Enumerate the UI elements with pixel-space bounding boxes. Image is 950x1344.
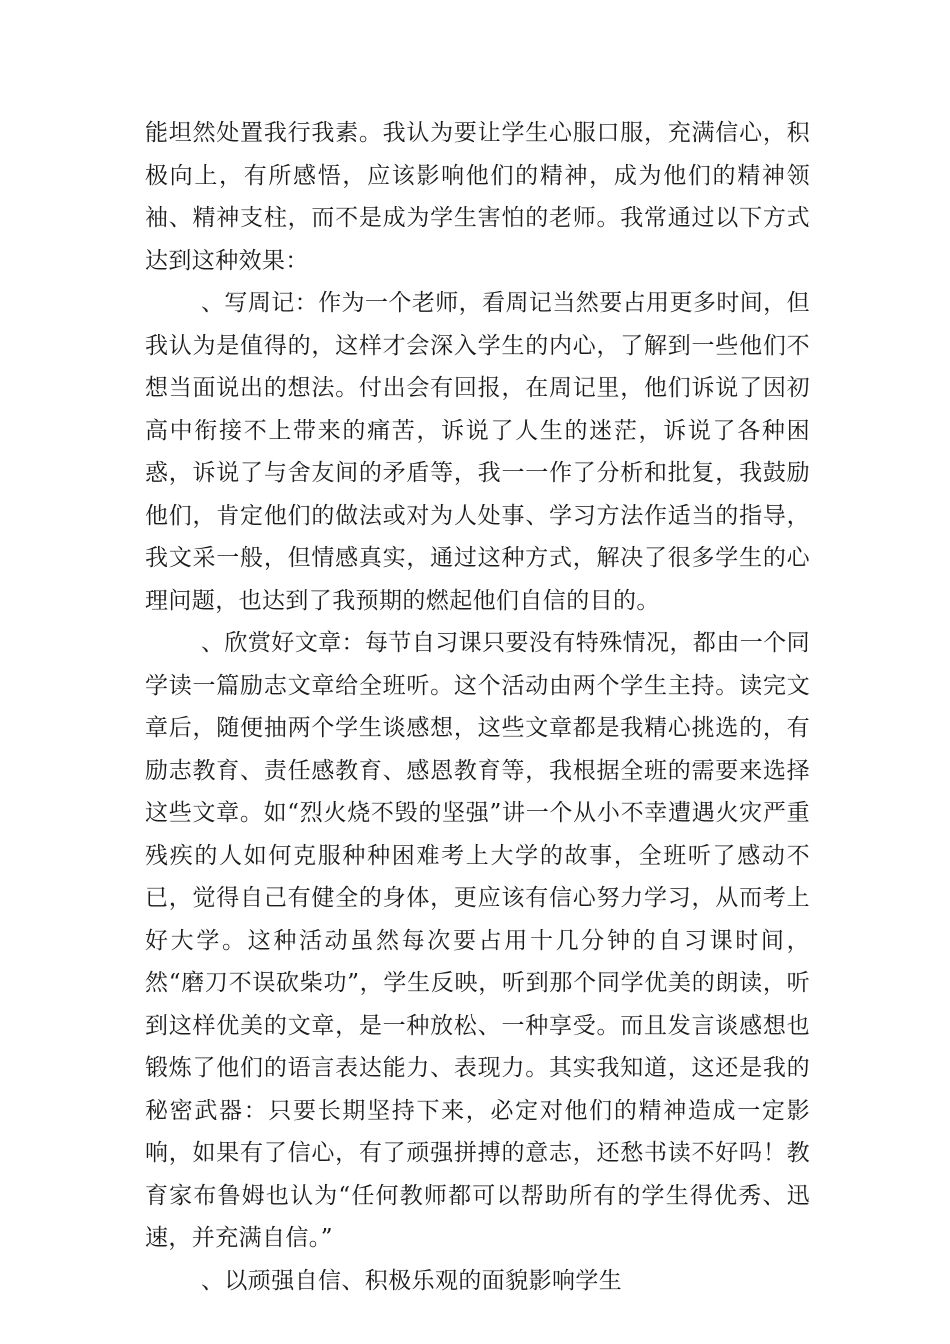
paragraph-heading-influence: 、以顽强自信、积极乐观的面貌影响学生 bbox=[201, 1267, 623, 1294]
paragraph-reading-articles: 、欣赏好文章：每节自习课只要没有特殊情况，都由一个同学读一篇励志文章给全班听。这个活动由两个学生主持。读完文章后，随便抽两个学生谈感想，这些文章都是我精心挑选的，有励志教育、责任感教育、感恩教育等，我根据全班的需要来选择这些文章。如“烈火烧不毁的坚强”讲一个从小不幸遭遇火灾严重残疾的人如何克服种种困难考上大学的故事，全班听了感动不已，觉得自己有健全的身体，更应该有信心努力学习，从而考上好大学。这种活动虽然每次要占用十几分钟的自习课时间，然“磨刀不误砍柴功”，学生反映，听到那个同学优美的朗读，听到这样优美的文章，是一种放松、一种享受。而且发言谈感想也锻炼了他们的语言表达能力、表现力。其实我知道，这还是我的秘密武器：只要长期坚持下来，必定对他们的精神造成一定影响，如果有了信心，有了顽强拼搏的意志，还愁书读不好吗！教育家布鲁姆也认为“任何教师都可以帮助所有的学生得优秀、迅速，并充满自信。” bbox=[145, 630, 810, 1251]
paragraph-weekly-journal: 、写周记：作为一个老师，看周记当然要占用更多时间，但我认为是值得的，这样才会深入学生的内心，了解到一些他们不想当面说出的想法。付出会有回报，在周记里，他们诉说了因初高中衔接不上带来的痛苦，诉说了人生的迷茫，诉说了各种困惑，诉说了与舍友间的矛盾等，我一一作了分析和批复，我鼓励他们，肯定他们的做法或对为人处事、学习方法作适当的指导，我文采一般，但情感真实，通过这种方式，解决了很多学生的心理问题，也达到了我预期的燃起他们自信的目的。 bbox=[145, 290, 810, 614]
document-body bbox=[145, 112, 810, 1302]
paragraph-continuation: 能坦然处置我行我素。我认为要让学生心服口服，充满信心，积极向上，有所感悟，应该影响他们的精神，成为他们的精神领袖、精神支柱，而不是成为学生害怕的老师。我常通过以下方式达到这种效果： bbox=[145, 120, 810, 274]
